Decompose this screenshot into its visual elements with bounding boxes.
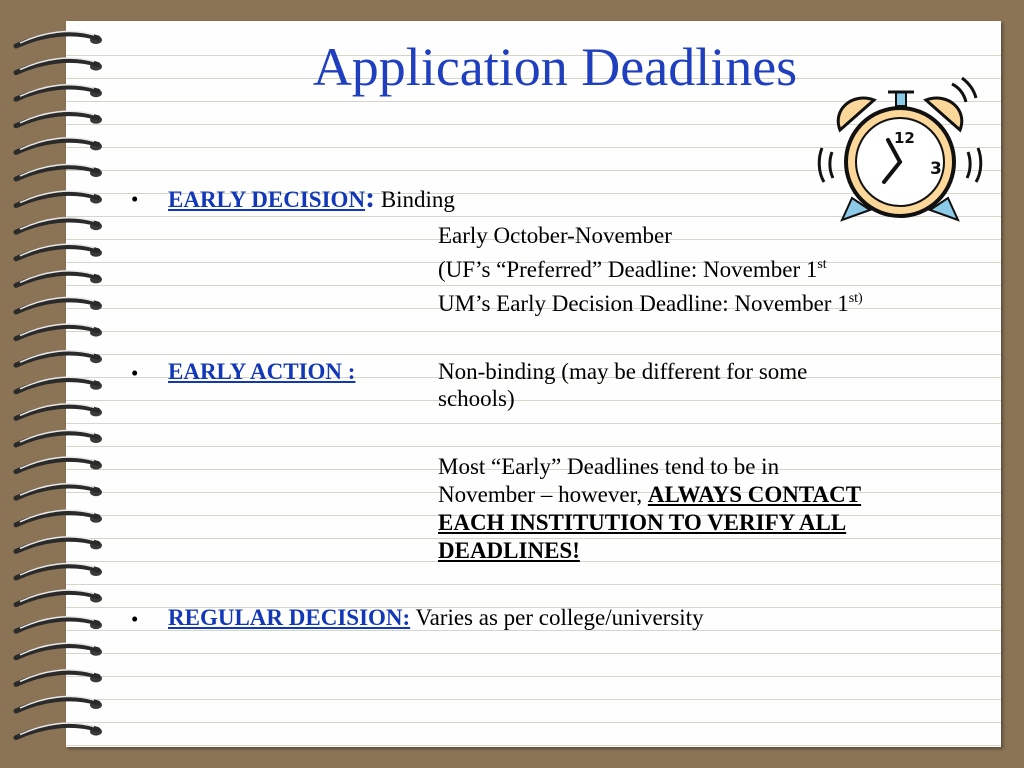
uf-deadline-text: (UF’s “Preferred” Deadline: November 1 <box>438 257 818 282</box>
bullet-regular-decision: • <box>131 607 139 631</box>
early-decision-colon: : <box>365 181 376 214</box>
alarm-clock-icon <box>812 70 988 230</box>
spiral-ring <box>16 404 102 418</box>
spiral-ring <box>16 218 102 232</box>
spiral-ring <box>16 351 102 365</box>
page-title: Application Deadlines <box>312 37 798 97</box>
spiral-ring <box>16 697 102 711</box>
spiral-ring <box>16 617 102 631</box>
clock-numeral-3: 3 <box>930 159 942 179</box>
spiral-ring <box>16 564 102 578</box>
spiral-ring <box>16 510 102 524</box>
spiral-ring <box>16 138 102 152</box>
early-decision-heading <box>168 181 455 214</box>
um-early-decision-deadline <box>438 290 863 317</box>
early-deadlines-note-line1: Most “Early” Deadlines tend to be in <box>438 454 780 479</box>
regular-decision-line <box>168 604 704 631</box>
um-deadline-text: UM’s Early Decision Deadline: November 1 <box>438 291 849 316</box>
spiral-ring <box>16 32 102 46</box>
um-deadline-sup: st) <box>848 291 863 306</box>
spiral-ring <box>16 165 102 179</box>
spiral-ring <box>16 457 102 471</box>
clock-numeral-12: 12 <box>894 129 915 147</box>
note-warning-part3: DEADLINES! <box>438 538 580 563</box>
spiral-ring <box>16 324 102 338</box>
spiral-ring <box>16 271 102 285</box>
bullet-early-action: • <box>131 361 139 385</box>
note-warning-part1: ALWAYS CONTACT <box>647 482 862 507</box>
early-action-summary-line2: schools) <box>438 386 515 411</box>
spiral-ring <box>16 537 102 551</box>
uf-preferred-deadline <box>438 256 827 283</box>
spiral-ring <box>16 85 102 99</box>
spiral-ring <box>16 643 102 657</box>
spiral-ring <box>16 244 102 258</box>
note-warning-part2: EACH INSTITUTION TO VERIFY ALL <box>438 510 847 535</box>
spiral-ring <box>16 191 102 205</box>
bullet-early-decision: • <box>131 187 139 211</box>
early-decision-timing: Early October-November <box>438 223 672 248</box>
spiral-ring <box>16 298 102 312</box>
spiral-ring <box>16 590 102 604</box>
note-prefix: November – however, <box>438 482 648 507</box>
uf-deadline-sup: st <box>817 257 827 272</box>
spiral-ring <box>16 377 102 391</box>
early-action-label-wrap <box>168 358 355 385</box>
early-action-summary-line1: Non-binding (may be different for some <box>438 359 808 384</box>
spiral-ring <box>16 431 102 445</box>
regular-decision-label: REGULAR DECISION: <box>168 605 411 630</box>
early-decision-label: EARLY DECISION <box>168 187 366 212</box>
spiral-ring <box>16 484 102 498</box>
regular-decision-summary: Varies as per college/university <box>415 605 704 630</box>
early-decision-summary: Binding <box>380 187 455 212</box>
spiral-ring <box>16 58 102 72</box>
early-action-label: EARLY ACTION : <box>168 359 356 384</box>
spiral-ring <box>16 670 102 684</box>
early-deadlines-note-line2 <box>438 481 861 508</box>
spiral-binding <box>12 22 112 752</box>
spiral-ring <box>16 723 102 737</box>
spiral-ring <box>16 111 102 125</box>
